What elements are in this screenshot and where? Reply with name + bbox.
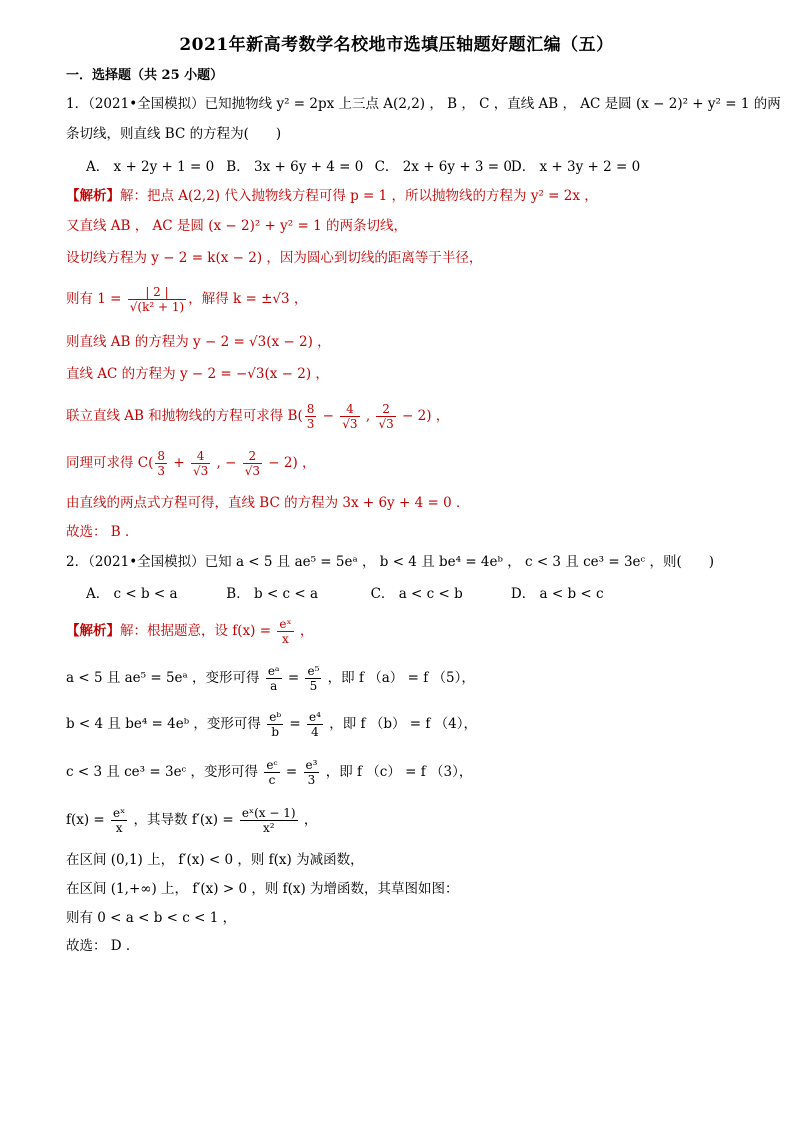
fraction: $\frac{8}{3}$ xyxy=(157,449,166,478)
fraction: $\frac{\text{eˣ}}{x}$ xyxy=(279,617,292,646)
q1-solution-line-3: 设切线方程为 y − 2 = k(x − 2) ，因为圆心到切线的距离等于半径， xyxy=(66,250,483,266)
q1-solution-line-5: 则直线 AB 的方程为 y − 2 = √3(x − 2) ， xyxy=(66,334,331,350)
fraction: $\frac{\text{eᵇ}}{b}$ xyxy=(269,710,282,739)
q2-stem: 2．（2021•全国模拟）已知 a < 5 且 ae⁵ = 5eᵃ ， b < 4 且 be⁴ = 4eᵇ ， c < 3 且 ce³ = 3eᶜ ，则( ) xyxy=(66,554,715,570)
section-heading: 一．选择题（共 25 小题） xyxy=(66,68,224,83)
fraction: $\frac{\text{eᶜ}}{c}$ xyxy=(266,758,278,787)
fraction: $\frac{\text{e³}}{3}$ xyxy=(305,758,318,787)
fraction: $\frac{4}{√3}$ xyxy=(192,449,209,478)
q2-solution-line-5: f(x) = $\frac{\text{eˣ}}{x}$ ，其导数 f′(x) = $\frac{\text{eˣ(x − 1)}}{\text{x²}}$ ， xyxy=(66,806,318,835)
q1-stem-line-2: 条切线，则直线 BC 的方程为( ) xyxy=(66,126,282,142)
q1-solution-line-2: 又直线 AB ， AC 是圆 (x − 2)² + y² = 1 的两条切线， xyxy=(66,218,407,234)
fraction: $\frac{\text{eˣ}}{x}$ xyxy=(113,806,126,835)
q2-choice-a: A． c < b < a xyxy=(86,586,178,602)
q2-solution-line-2: a < 5 且 ae⁵ = 5eᵃ ，变形可得 $\frac{\text{eᵃ}}{a}$ = $\frac{\text{e⁵}}{5}$ ，即 f （a） = f （5）， xyxy=(66,664,475,693)
q1-solution-tag: 【解析】 xyxy=(66,188,120,204)
q1-solution-line-4: 则有 1 = $\frac{| 2 |}{\text{√(k² + 1)}}$ ，解得 k = ±√3 ， xyxy=(66,285,308,314)
q1-choice-b: B． 3x + 6y + 4 = 0 xyxy=(226,159,364,175)
q2-choice-d: D． a < b < c xyxy=(510,586,604,602)
fraction: $\frac{\text{eᵃ}}{a}$ xyxy=(267,664,280,693)
q2-solution-line-3: b < 4 且 be⁴ = 4eᵇ ，变形可得 $\frac{\text{eᵇ}}{b}$ = $\frac{\text{e⁴}}{4}$ ，即 f （b） = f （4）， xyxy=(66,710,477,739)
fraction: $\frac{2}{√3}$ xyxy=(378,402,394,431)
q2-choice-c: C． a < c < b xyxy=(370,586,463,602)
q2-solution-line-4: c < 3 且 ce³ = 3eᶜ ，变形可得 $\frac{\text{eᶜ}}{c}$ = $\frac{\text{e³}}{3}$ ，即 f （c） = f （3）， xyxy=(66,758,473,787)
fraction: $\frac{\text{e⁴}}{4}$ xyxy=(309,710,321,739)
fraction: $\frac{| 2 |}{\text{√(k² + 1)}}$ xyxy=(129,285,185,314)
q1-stem-line-1: 1．（2021•全国模拟）已知抛物线 y² = 2px 上三点 A(2,2) ， B ， C ，直线 AB ， AC 是圆 (x − 2)² + y² = 1 的两 xyxy=(66,96,781,112)
q2-solution-line-6: 在区间 (0,1) 上， f′(x) < 0 ，则 f(x) 为减函数， xyxy=(66,852,364,868)
q1-solution-line-9: 由直线的两点式方程可得，直线 BC 的方程为 3x + 6y + 4 = 0 ． xyxy=(66,495,470,511)
fraction: $\frac{2}{√3}$ xyxy=(244,449,260,478)
q1-solution-line-8: 同理可求得 C( $\frac{8}{3}$ + $\frac{4}{√3}$ , − $\frac{2}{√3}$ − 2) ， xyxy=(66,449,316,478)
q1-choice-c: C． 2x + 6y + 3 = 0 xyxy=(374,159,512,175)
q2-choice-b: B． b < c < a xyxy=(226,586,319,602)
fraction: $\frac{\text{e⁵}}{5}$ xyxy=(307,664,320,693)
fraction: $\frac{\text{eˣ(x − 1)}}{\text{x²}}$ xyxy=(241,806,296,835)
page-title: 2021年新高考数学名校地市选填压轴题好题汇编（五） xyxy=(179,35,614,55)
q1-solution-line-7: 联立直线 AB 和抛物线的方程可求得 B( $\frac{8}{3}$ − $\frac{4}{√3}$ , $\frac{2}{√3}$ − 2) ， xyxy=(66,402,450,431)
q2-solution-line-1: 【解析】解：根据题意，设 f(x) = $\frac{\text{eˣ}}{x}$ ， xyxy=(66,617,314,646)
q1-choice-a: A． x + 2y + 1 = 0 xyxy=(86,159,215,175)
q2-solution-line-7: 在区间 (1,+∞) 上， f′(x) > 0 ，则 f(x) 为增函数，其草图如图： xyxy=(66,881,459,897)
q2-solution-line-8: 则有 0 < a < b < c < 1 ， xyxy=(66,910,237,926)
q1-answer: 故选： B ． xyxy=(66,524,139,540)
q1-solution-line-1: 【解析】解：把点 A(2,2) 代入抛物线方程可得 p = 1 ，所以抛物线的方程为 y² = 2x ， xyxy=(66,188,598,204)
fraction: $\frac{8}{3}$ xyxy=(306,402,315,431)
fraction: $\frac{4}{√3}$ xyxy=(342,402,358,431)
q2-solution-tag: 【解析】 xyxy=(66,623,120,639)
q2-choices xyxy=(86,582,604,602)
q1-solution-line-6: 直线 AC 的方程为 y − 2 = −√3(x − 2) ， xyxy=(66,366,329,382)
q1-choices xyxy=(86,155,640,175)
q2-answer: 故选： D ． xyxy=(66,938,140,954)
q1-choice-d: D． x + 3y + 2 = 0 xyxy=(510,159,641,175)
